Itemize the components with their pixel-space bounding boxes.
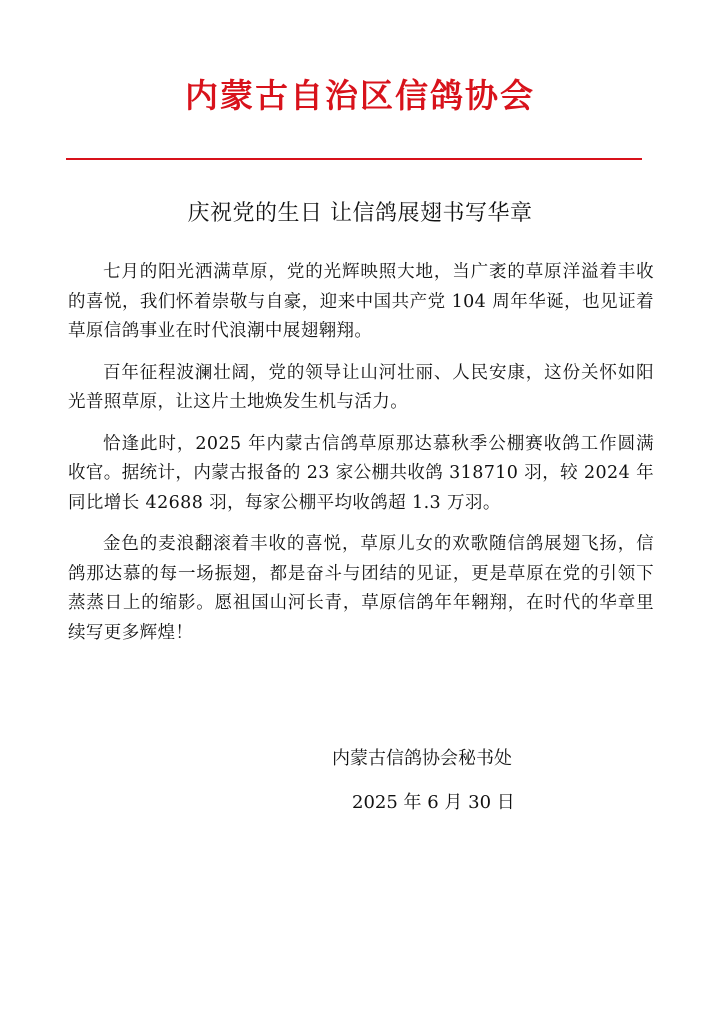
body-paragraph: 金色的麦浪翻滚着丰收的喜悦，草原儿女的欢歌随信鸽展翅飞扬，信鸽那达慕的每一场振翅，都是奋斗与团结的见证，更是草原在党的引领下蒸蒸日上的缩影。愿祖国山河长青，草原信鸽年年翱翔，在时代的华章里续写更多辉煌！ bbox=[68, 534, 654, 643]
document-body bbox=[68, 258, 654, 660]
letterhead-red-rule bbox=[66, 158, 642, 160]
body-paragraph: 百年征程波澜壮阔，党的领导让山河壮丽、人民安康，这份关怀如阳光普照草原，让这片土地焕发生机与活力。 bbox=[68, 362, 654, 412]
body-paragraph: 恰逢此时，2025 年内蒙古信鸽草原那达慕秋季公棚赛收鸽工作圆满收官。据统计，内蒙古报备的 23 家公棚共收鸽 318710 羽，较 2024 年同比增长 42688 羽，每家公棚平均收鸽超 1.3 万羽。 bbox=[68, 433, 654, 513]
letterhead-organization: 内蒙古自治区信鸽协会 bbox=[185, 76, 535, 115]
body-paragraph: 七月的阳光洒满草原，党的光辉映照大地，当广袤的草原洋溢着丰收的喜悦，我们怀着崇敬与自豪，迎来中国共产党 104 周年华诞，也见证着草原信鸽事业在时代浪潮中展翅翱翔。 bbox=[68, 262, 654, 341]
signature-organization: 内蒙古信鸽协会秘书处 bbox=[332, 748, 512, 769]
signature-date: 2025 年 6 月 30 日 bbox=[352, 792, 515, 813]
document-title: 庆祝党的生日 让信鸽展翅书写华章 bbox=[187, 201, 533, 226]
